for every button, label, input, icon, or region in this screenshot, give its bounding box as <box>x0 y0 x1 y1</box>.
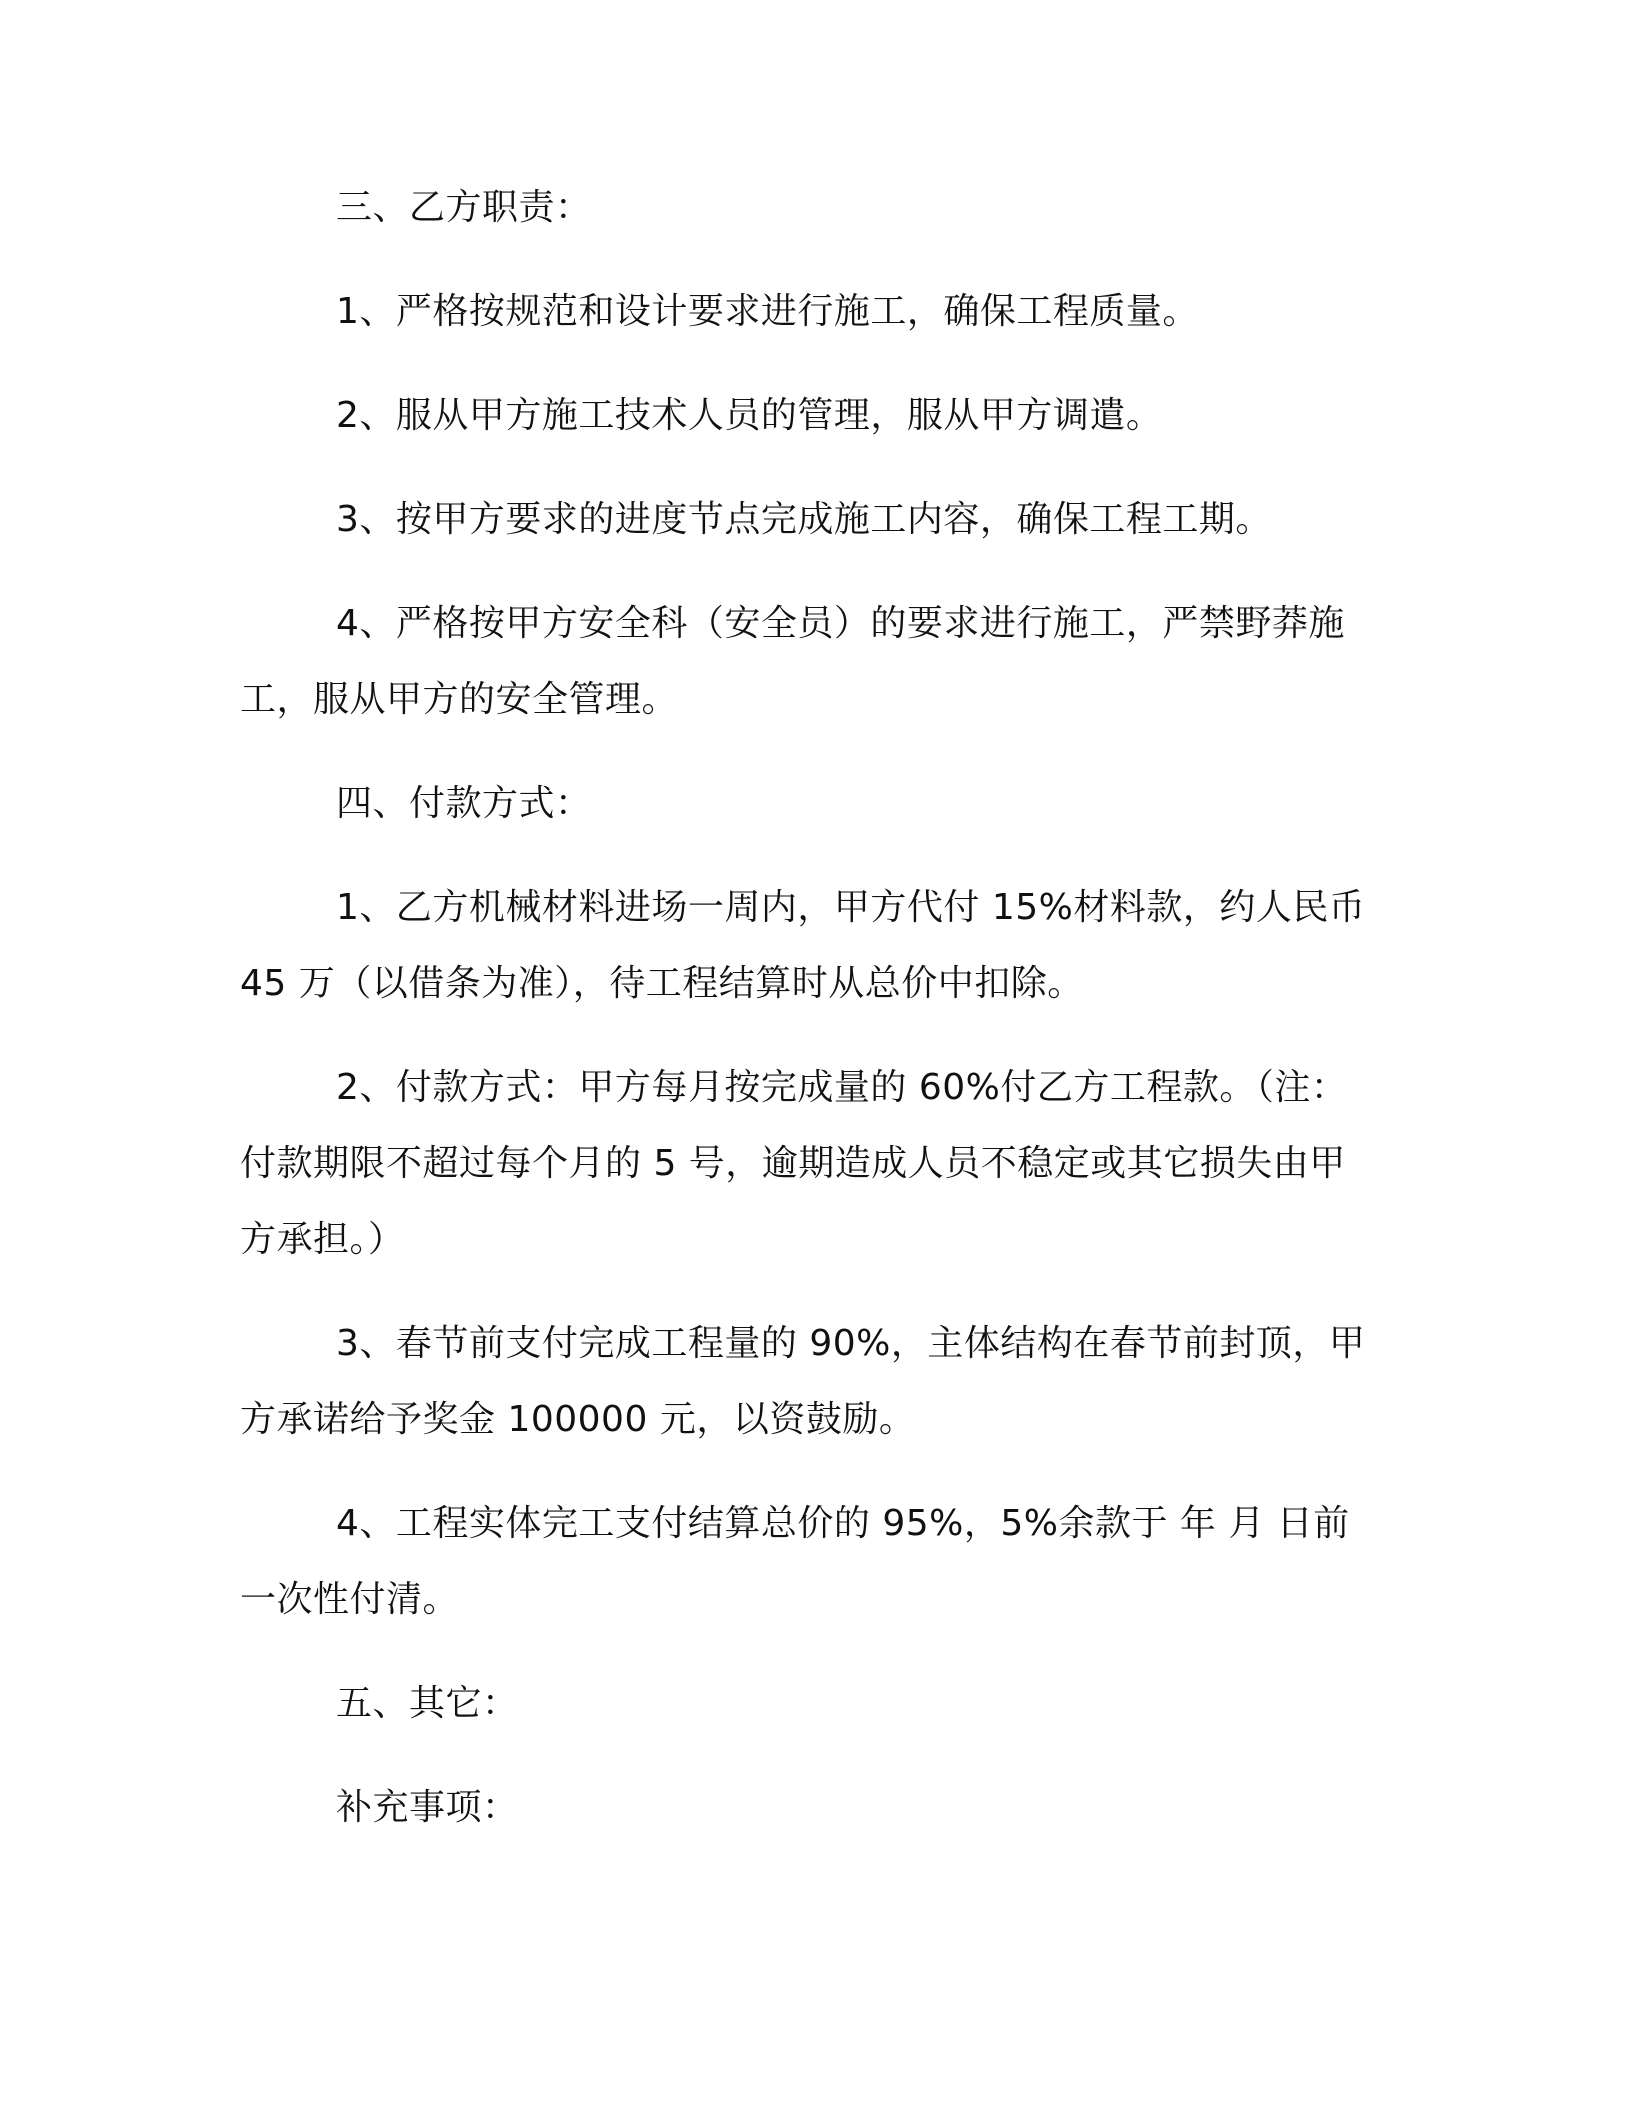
section-heading-party-b-duties: 三、乙方职责： <box>336 187 592 228</box>
paragraph-duty-3: 3、按甲方要求的进度节点完成施工内容，确保工程工期。 <box>336 499 1272 540</box>
paragraph-payment-2: 2、付款方式：甲方每月按完成量的 60%付乙方工程款。（注：付款期限不超过每个月的 5 号，逾期造成人员不稳定或其它损失由甲方承担。） <box>240 1067 1348 1260</box>
section-heading-payment: 四、付款方式： <box>336 783 592 824</box>
paragraph-duty-1: 1、严格按规范和设计要求进行施工，确保工程质量。 <box>336 291 1199 332</box>
section-heading-other: 五、其它： <box>336 1683 519 1724</box>
document-body <box>240 170 1380 1846</box>
paragraph-payment-1: 1、乙方机械材料进场一周内，甲方代付 15%材料款，约人民币 45 万（以借条为准），待工程结算时从总价中扣除。 <box>240 887 1366 1004</box>
paragraph-duty-4: 4、严格按甲方安全科（安全员）的要求进行施工，严禁野莽施工，服从甲方的安全管理。 <box>240 603 1345 720</box>
paragraph-payment-3: 3、春节前支付完成工程量的 90%，主体结构在春节前封顶，甲方承诺给予奖金 100000 元，以资鼓励。 <box>240 1323 1366 1440</box>
paragraph-supplementary: 补充事项： <box>336 1787 519 1828</box>
paragraph-duty-2: 2、服从甲方施工技术人员的管理，服从甲方调遣。 <box>336 395 1163 436</box>
paragraph-payment-4: 4、工程实体完工支付结算总价的 95%，5%余款于 年 月 日前一次性付清。 <box>240 1503 1350 1620</box>
